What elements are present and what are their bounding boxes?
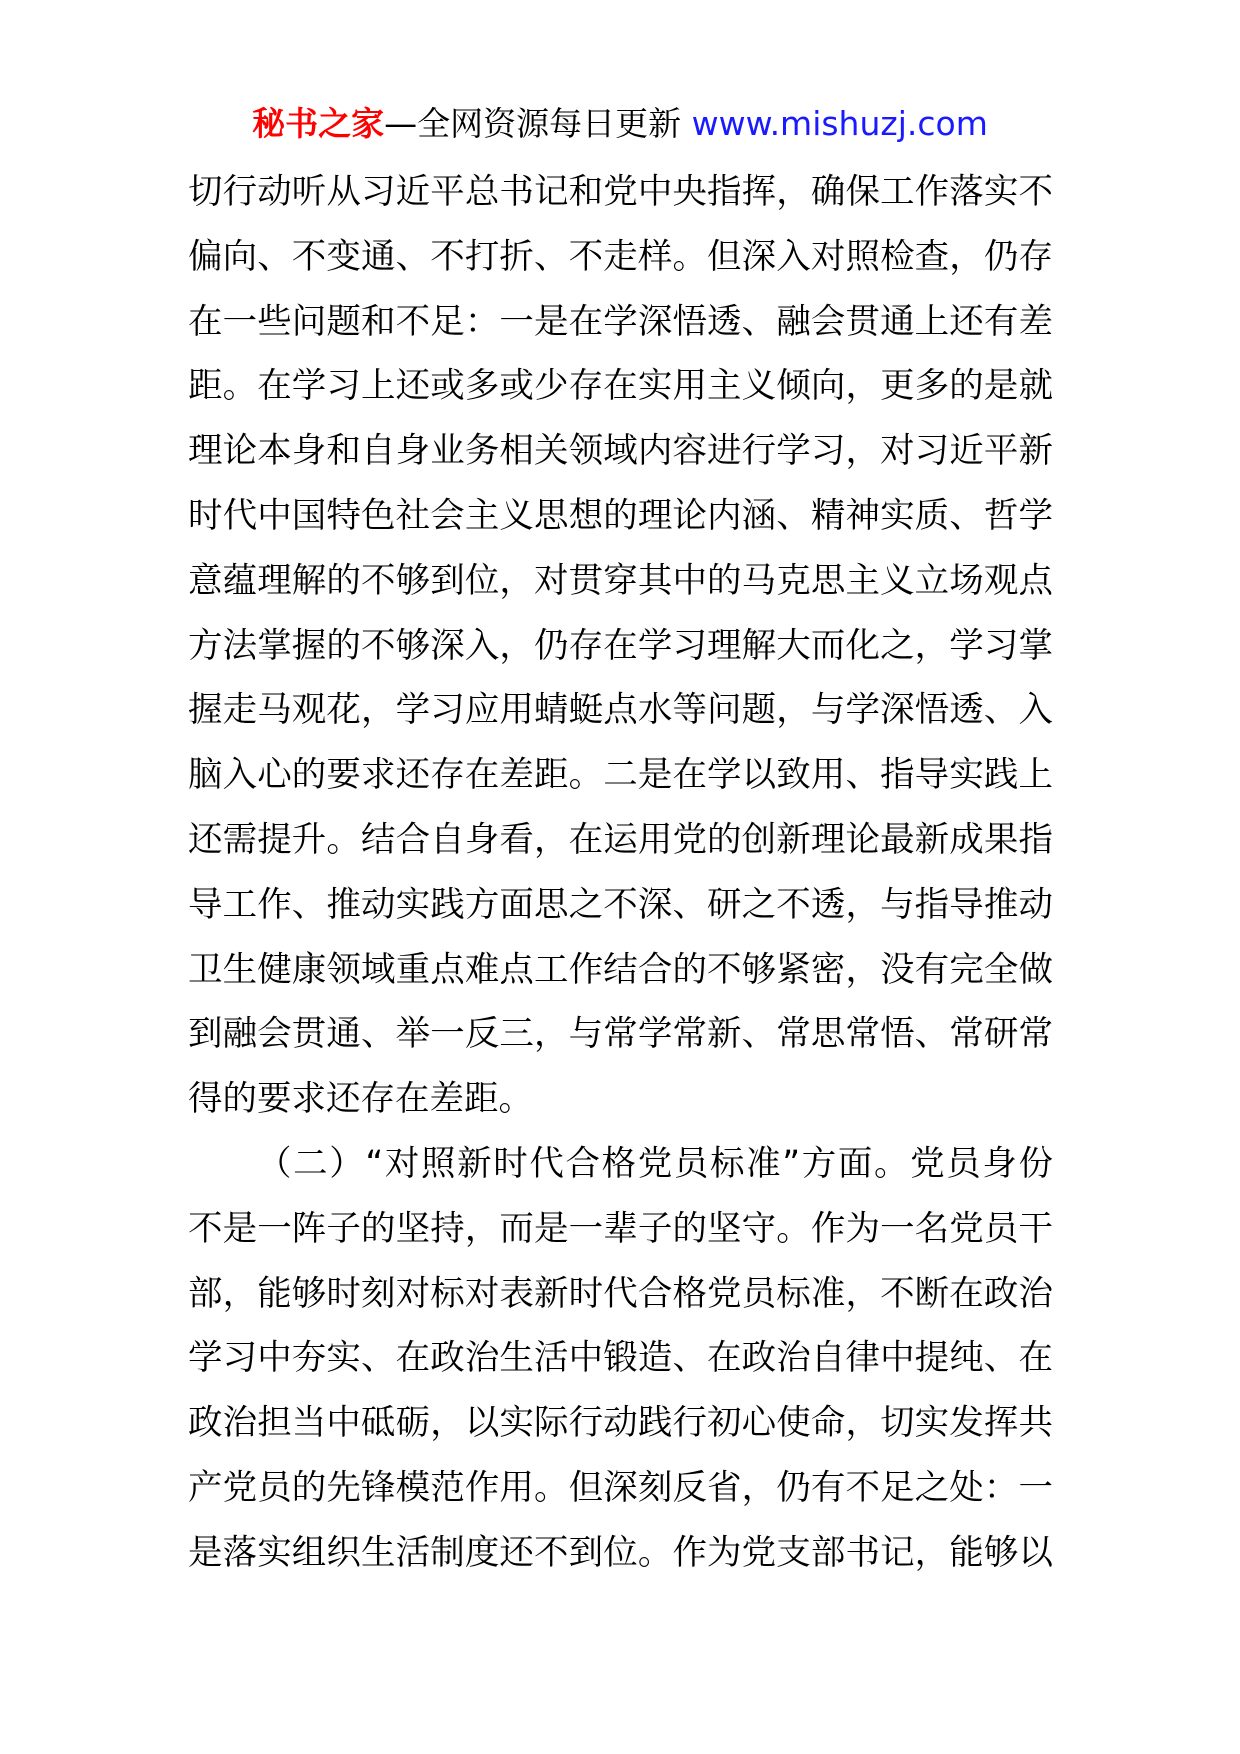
site-url-link[interactable]: www.mishuzj.com xyxy=(691,104,988,143)
text-line: 学习中夯实、在政治生活中锻造、在政治自律中提纯、在 xyxy=(188,1338,1053,1379)
text-line: 偏向、不变通、不打折、不走样。但深入对照检查，仍存 xyxy=(188,236,1053,277)
text-line: 不是一阵子的坚持，而是一辈子的坚守。作为一名党员干 xyxy=(188,1208,1053,1249)
text-line: 时代中国特色社会主义思想的理论内涵、精神实质、哲学 xyxy=(188,495,1053,536)
document-body xyxy=(188,160,1053,1586)
text-line: 部，能够时刻对标对表新时代合格党员标准，不断在政治 xyxy=(188,1273,1053,1314)
text-line: 政治担当中砥砺，以实际行动践行初心使命，切实发挥共 xyxy=(188,1403,1053,1444)
text-line: 还需提升。结合自身看，在运用党的创新理论最新成果指 xyxy=(188,819,1053,860)
text-line: 握走马观花，学习应用蜻蜓点水等问题，与学深悟透、入 xyxy=(188,690,1053,731)
text-line: 距。在学习上还或多或少存在实用主义倾向，更多的是就 xyxy=(188,366,1053,407)
text-line: 在一些问题和不足：一是在学深悟透、融会贯通上还有差 xyxy=(188,301,1053,342)
text-line: 理论本身和自身业务相关领域内容进行学习，对习近平新 xyxy=(188,431,1053,472)
text-line: 是落实组织生活制度还不到位。作为党支部书记，能够以 xyxy=(188,1532,1053,1573)
text-line: 脑入心的要求还存在差距。二是在学以致用、指导实践上 xyxy=(188,755,1053,796)
text-line: 导工作、推动实践方面思之不深、研之不透，与指导推动 xyxy=(188,884,1053,925)
text-line: 卫生健康领域重点难点工作结合的不够紧密，没有完全做 xyxy=(188,949,1053,990)
text-line: 方法掌握的不够深入，仍存在学习理解大而化之，学习掌 xyxy=(188,625,1053,666)
site-header xyxy=(0,100,1240,148)
text-line: 切行动听从习近平总书记和党中央指挥，确保工作落实不 xyxy=(188,172,1053,212)
section-heading-line: （二）“对照新时代合格党员标准”方面。党员身份 xyxy=(257,1143,1053,1184)
paragraph-end-line: 得的要求还存在差距。 xyxy=(188,1079,533,1120)
text-line: 意蕴理解的不够到位，对贯穿其中的马克思主义立场观点 xyxy=(188,560,1053,601)
site-tagline: —全网资源每日更新 xyxy=(384,104,682,143)
text-line: 产党员的先锋模范作用。但深刻反省，仍有不足之处：一 xyxy=(188,1467,1053,1508)
site-brand: 秘书之家 xyxy=(252,104,385,143)
text-line: 到融会贯通、举一反三，与常学常新、常思常悟、常研常 xyxy=(188,1014,1053,1055)
